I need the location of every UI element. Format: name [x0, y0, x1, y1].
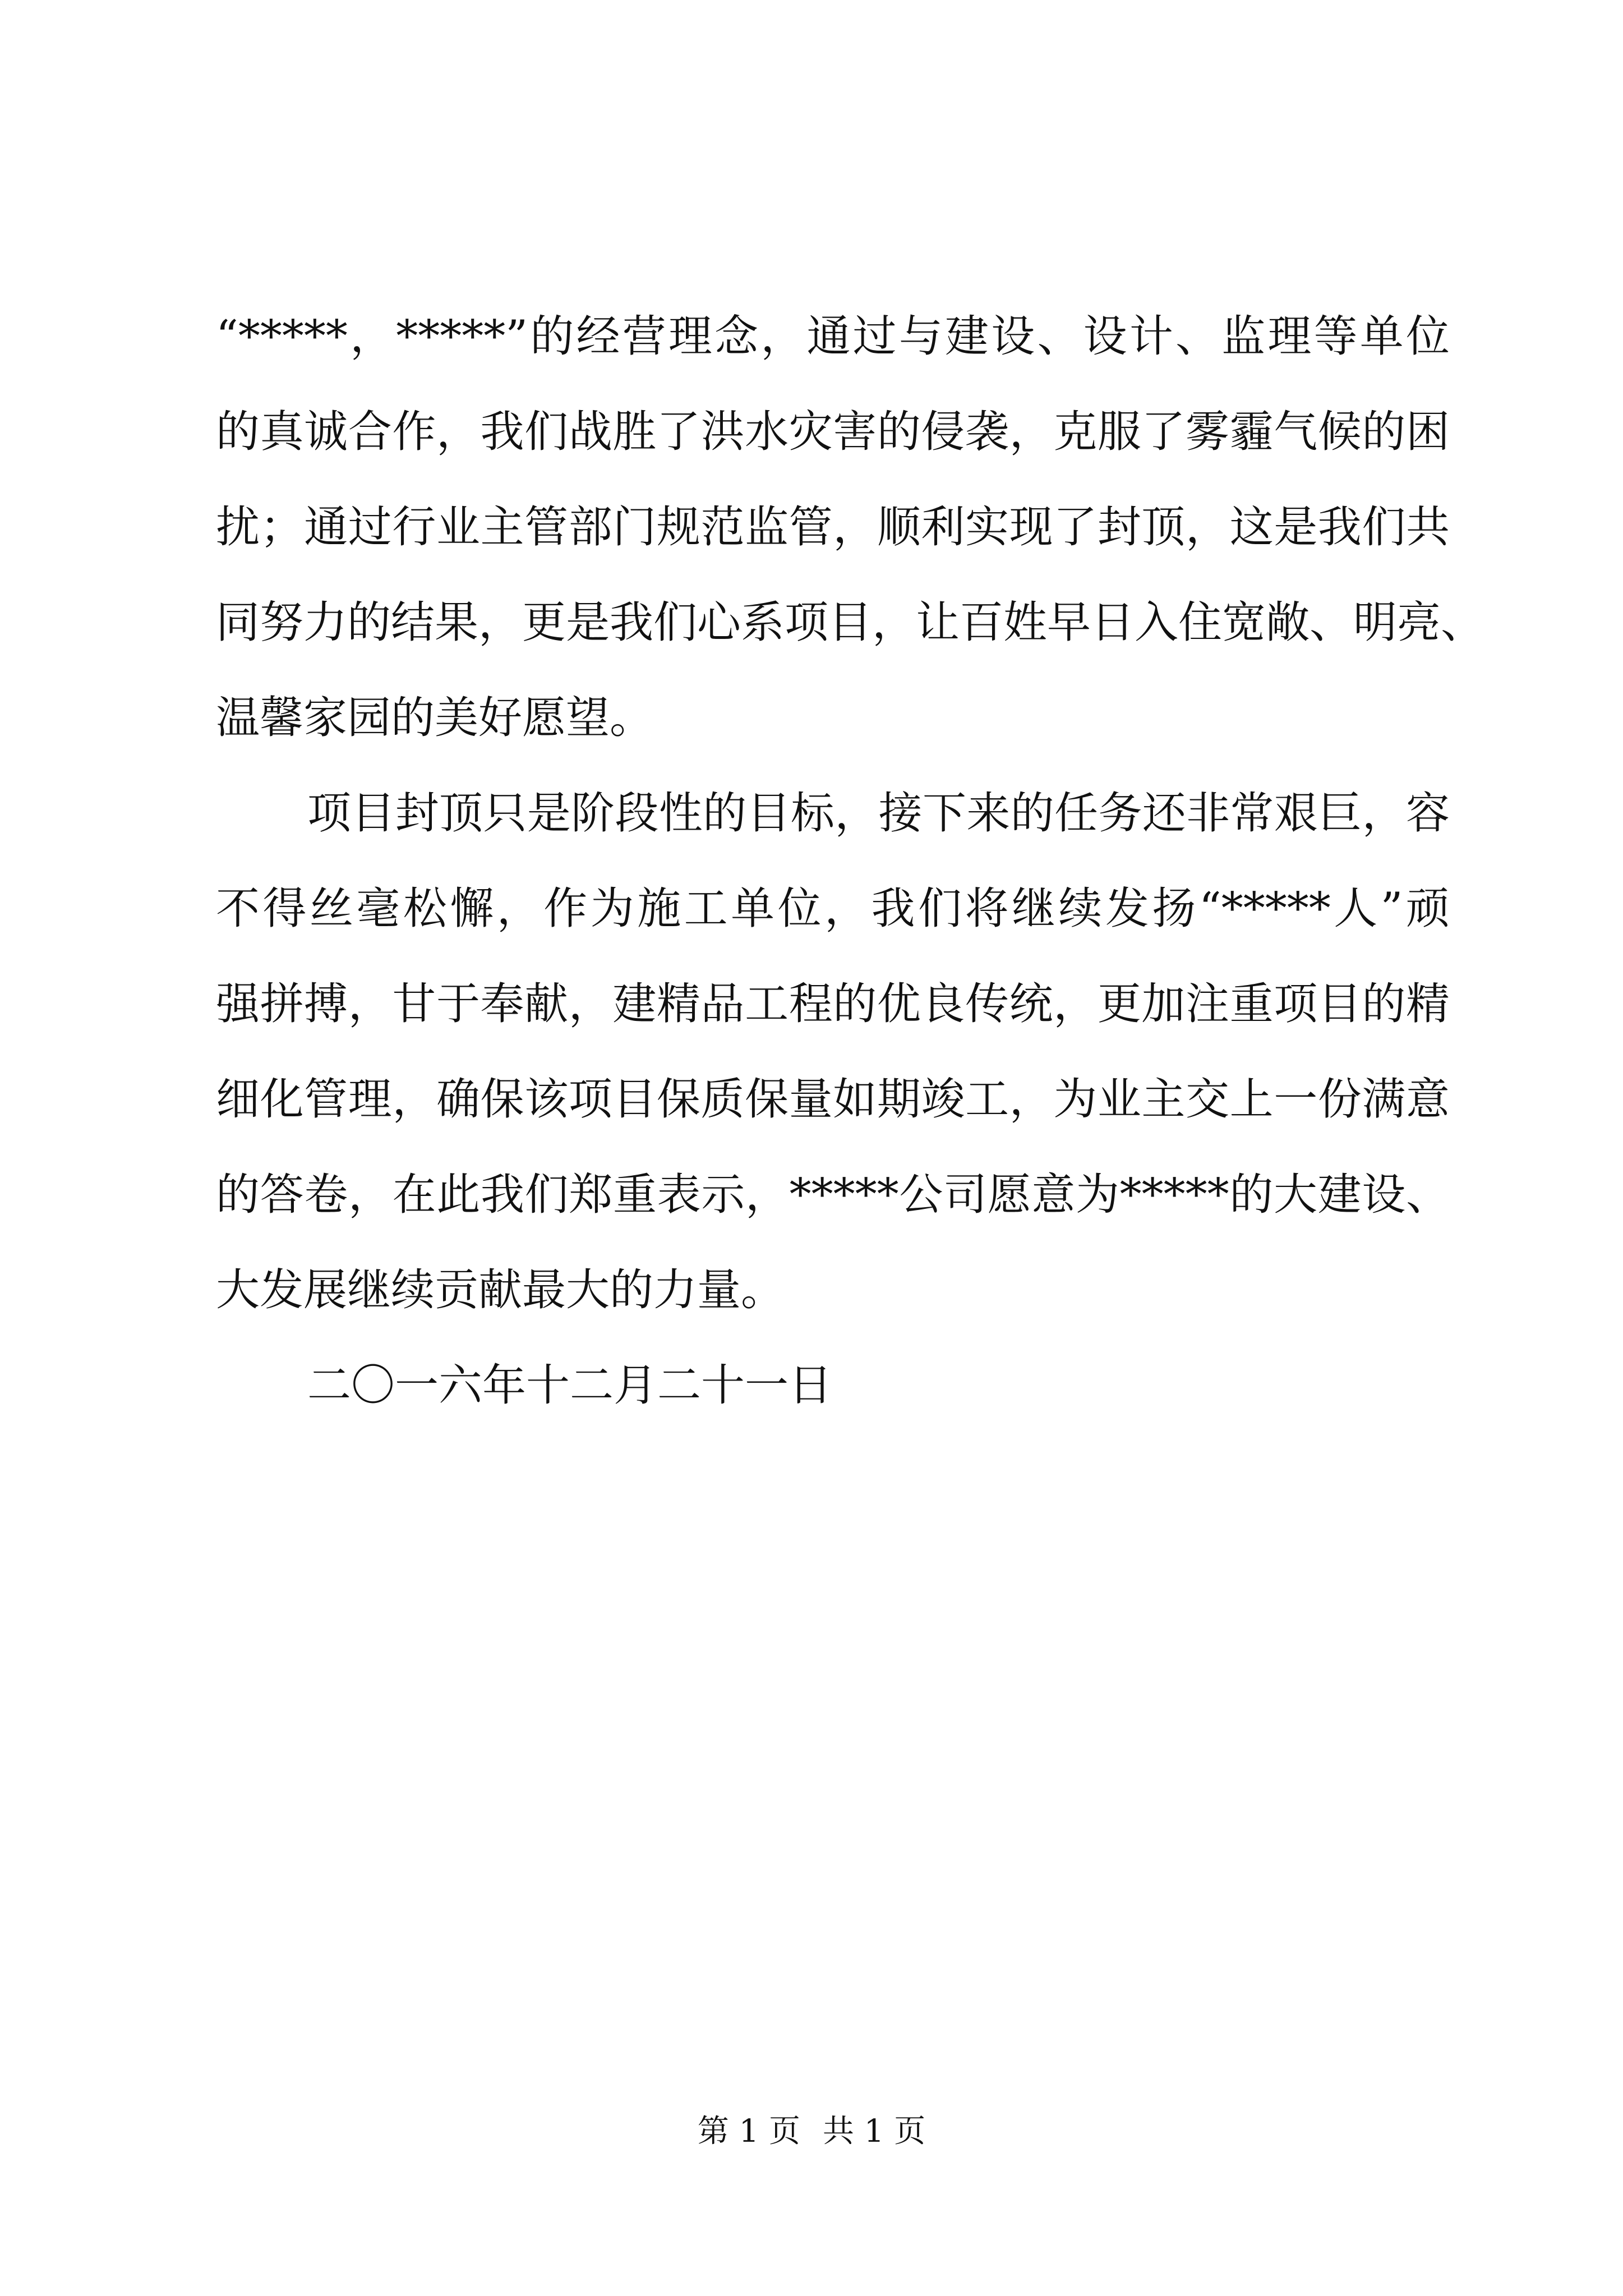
- paragraph-1-line-1: “*****，*****”的经营理念，通过与建设、设计、监理等单位: [216, 311, 1450, 362]
- paragraph-2-line-4: 细化管理，确保该项目保质保量如期竣工，为业主交上一份满意: [216, 1074, 1450, 1125]
- document-date: 二〇一六年十二月二十一日: [307, 1360, 833, 1411]
- paragraph-1-line-3: 扰；通过行业主管部门规范监管，顺利实现了封顶，这是我们共: [216, 502, 1450, 553]
- document-body: [216, 289, 1485, 1433]
- paragraph-2-line-3: 强拼搏，甘于奉献，建精品工程的优良传统，更加注重项目的精: [216, 979, 1450, 1029]
- paragraph-2-line-2: 不得丝毫松懈，作为施工单位，我们将继续发扬“*****人”顽: [216, 884, 1450, 934]
- paragraph-1-line-4: 同努力的结果，更是我们心系项目，让百姓早日入住宽敞、明亮、: [216, 597, 1485, 648]
- page-footer: [0, 2109, 1623, 2154]
- page-number-total: 共 1 页: [823, 2113, 926, 2150]
- paragraph-2-line-6: 大发展继续贡献最大的力量。: [216, 1265, 785, 1315]
- paragraph-1-line-2: 的真诚合作，我们战胜了洪水灾害的侵袭，克服了雾霾气候的困: [216, 407, 1450, 457]
- page-number-current: 第 1 页: [697, 2113, 800, 2150]
- paragraph-2-line-1: 项目封顶只是阶段性的目标，接下来的任务还非常艰巨，容: [307, 788, 1450, 839]
- paragraph-1-line-5: 温馨家园的美好愿望。: [216, 693, 654, 743]
- paragraph-2-line-5: 的答卷，在此我们郑重表示，*****公司愿意为*****的大建设、: [216, 1170, 1450, 1220]
